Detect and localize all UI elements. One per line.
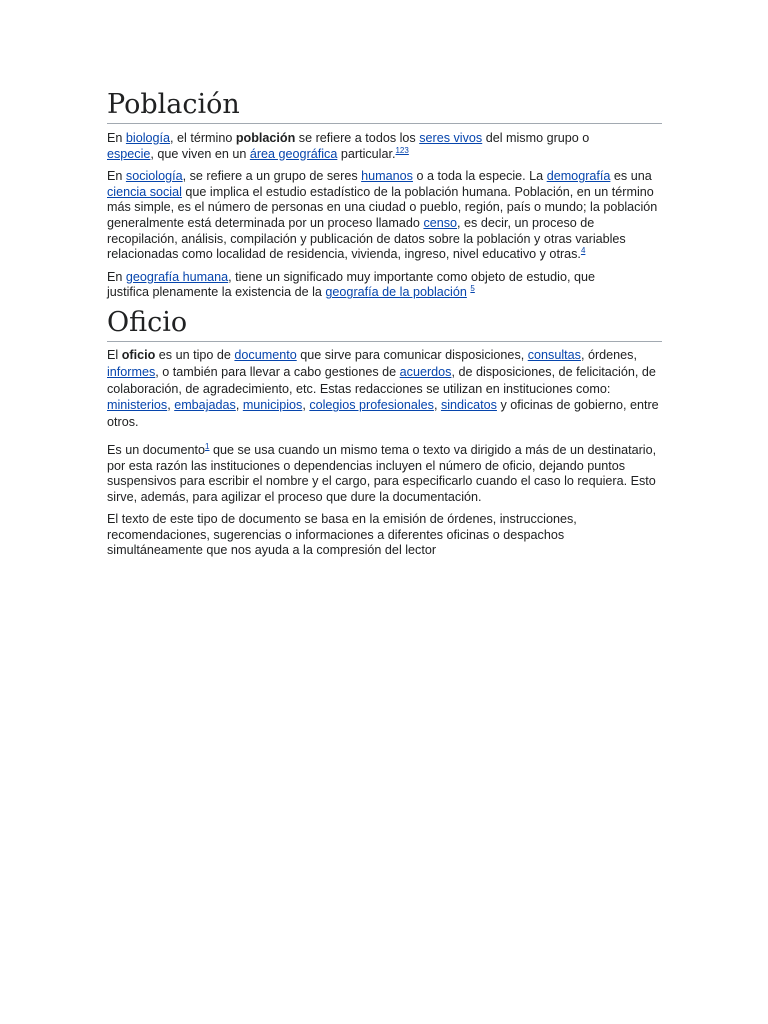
ref-1[interactable]: 1 bbox=[205, 441, 210, 451]
paragraph-poblacion-3: En geografía humana, tiene un significado muy importante como objeto de estudio, que justifica plenamente la existencia de la geografía de la población $^5$ bbox=[107, 269, 595, 300]
link-biologia[interactable]: biología bbox=[125, 131, 171, 145]
link-demografia[interactable]: demografía bbox=[546, 169, 611, 184]
link-area-geografica[interactable]: área geográfica bbox=[249, 146, 338, 161]
link-sociologia[interactable]: sociología bbox=[125, 169, 183, 184]
link-geografia-de-la-poblacion[interactable]: geografía de la población bbox=[325, 285, 467, 300]
link-municipios[interactable]: municipios bbox=[242, 398, 303, 413]
link-censo[interactable]: censo bbox=[423, 215, 458, 230]
heading-oficio: Oficio bbox=[107, 306, 662, 342]
link-humanos[interactable]: humanos bbox=[361, 169, 413, 184]
paragraph-oficio-3: El texto de este tipo de documento se basa en la emisión de órdenes, instrucciones, recomendaciones, sugerencias o informaciones a diferentes oficinas o despachos simultáneamente que nos ayuda a la compresión del lector bbox=[107, 512, 577, 558]
paragraph-poblacion-1: En biología, el término población se refiere a todos los seres vivos del mismo grupo o especie, que viven en un área geográfica particular.$^{123}$ bbox=[107, 131, 590, 161]
article-page bbox=[107, 88, 662, 559]
link-ciencia-social[interactable]: ciencia social bbox=[107, 184, 182, 199]
heading-poblacion: Población bbox=[107, 88, 662, 124]
link-embajadas[interactable]: embajadas bbox=[174, 398, 236, 413]
link-documento[interactable]: documento bbox=[234, 347, 297, 362]
link-seres-vivos[interactable]: seres vivos bbox=[419, 131, 483, 145]
link-informes[interactable]: informes bbox=[107, 364, 156, 379]
paragraph-poblacion-2: En sociología, se refiere a un grupo de seres humanos o a toda la especie. La demografía es una ciencia social que implica el estudio estadístico de la población humana. Población, en un término más simple, es el número de personas en una ciudad o pueblo, región, país o mundo; la población generalmente está determinada por un proceso llamado censo, es decir, un proceso de recopilación, análisis, compilación y publicación de datos sobre la población y otras variables relacionadas como localidad de residencia, vivienda, ingreso, nivel educativo y otras.$^4$ bbox=[107, 169, 658, 262]
ref-123[interactable]: 123 bbox=[395, 145, 409, 155]
link-acuerdos[interactable]: acuerdos bbox=[399, 364, 452, 379]
link-colegios-profesionales[interactable]: colegios profesionales bbox=[309, 398, 434, 413]
link-consultas[interactable]: consultas bbox=[527, 347, 581, 362]
ref-5[interactable]: 5 bbox=[470, 284, 475, 294]
paragraph-oficio-2: Es un documento$^1$ que se usa cuando un mismo tema o texto va dirigido a más de un destinatario, por esta razón las instituciones o dependencias incluyen el número de oficio, dejando puntos suspensivos para escribir el nombre y el cargo, para especificarlo cuando el caso lo requiera. Esto sirve, además, para agilizar el proceso que dure la documentación. bbox=[107, 441, 657, 504]
link-ministerios[interactable]: ministerios bbox=[107, 398, 168, 413]
link-especie[interactable]: especie bbox=[107, 146, 151, 161]
paragraph-oficio-1: El oficio es un tipo de documento que sirve para comunicar disposiciones, consultas, órdenes, informes, o también para llevar a cabo gestiones de acuerdos, de disposiciones, de felicitación, de colaboración, de agradecimiento, etc. Estas redacciones se utilizan en instituciones como: ministerios, embajadas, municipios, colegios profesionales, sindicatos y oficinas de gobierno, entre otros. bbox=[107, 347, 659, 430]
link-geografia-humana[interactable]: geografía humana bbox=[125, 269, 229, 284]
ref-4[interactable]: 4 bbox=[580, 246, 586, 256]
link-sindicatos[interactable]: sindicatos bbox=[440, 398, 497, 413]
